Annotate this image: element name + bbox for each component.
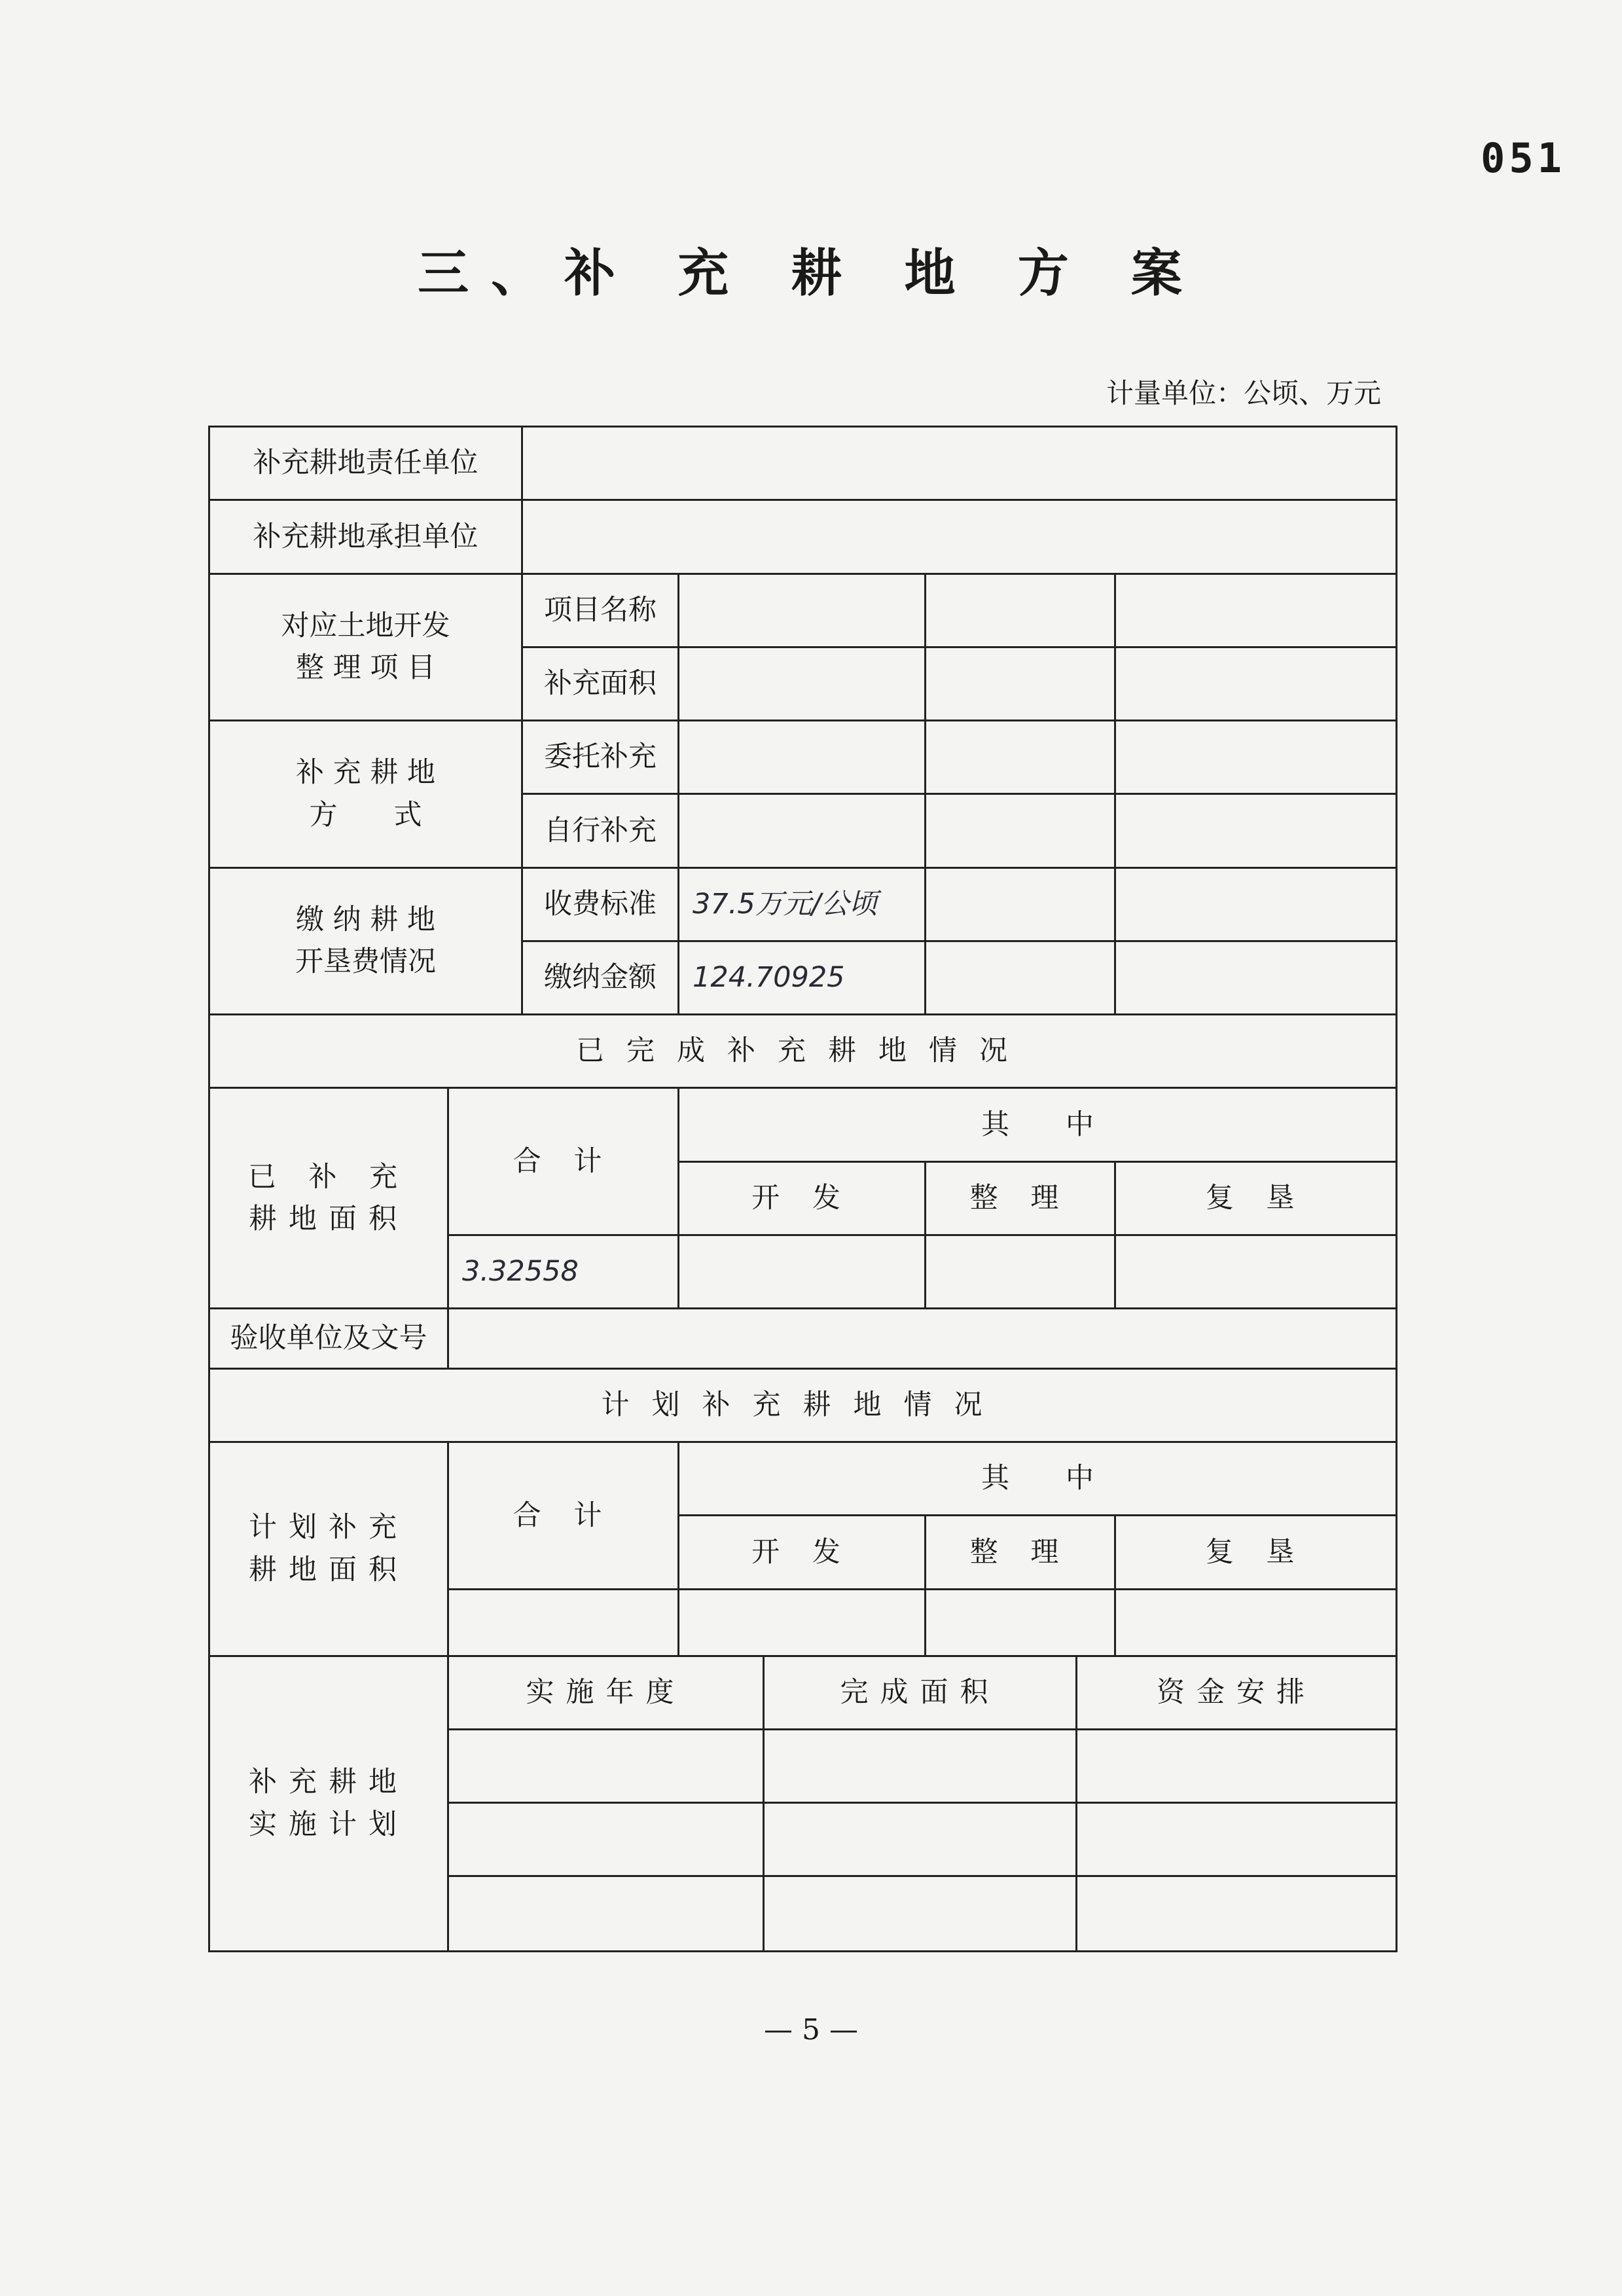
planned-area-label-line2: 耕地面积 (249, 1553, 408, 1586)
project-label-line1: 对应土地开发 (281, 609, 450, 642)
completed-consolidation-label: 整 理 (926, 1161, 1115, 1235)
impl-row3-fund[interactable] (1077, 1876, 1397, 1952)
impl-row3-area[interactable] (764, 1876, 1077, 1952)
page-footer-number: — 5 — (764, 2013, 858, 2047)
impl-year-label: 实施年度 (448, 1656, 764, 1729)
responsible-unit-value[interactable] (522, 427, 1397, 500)
method-label-line1: 补 充 耕 地 (295, 756, 435, 790)
self-supplement-cell-3[interactable] (1115, 794, 1397, 867)
planned-consolidation-label: 整 理 (926, 1516, 1115, 1589)
undertaking-unit-label: 补充耕地承担单位 (209, 500, 522, 574)
impl-row2-fund[interactable] (1077, 1803, 1397, 1876)
completed-of-which-label: 其 中 (679, 1088, 1397, 1161)
impl-plan-label-line1: 补充耕地 (249, 1766, 408, 1799)
planned-consolidation-value[interactable] (926, 1589, 1115, 1656)
project-label-line2: 整 理 项 目 (295, 651, 435, 685)
supplement-area-cell-3[interactable] (1115, 647, 1397, 720)
project-name-cell-3[interactable] (1115, 574, 1397, 647)
planned-area-label (209, 1442, 448, 1656)
supplement-area-cell-2[interactable] (926, 647, 1115, 720)
fee-standard-cell-2[interactable] (926, 867, 1115, 941)
planned-development-value[interactable] (679, 1589, 926, 1656)
self-supplement-cell-1[interactable] (679, 794, 926, 867)
impl-row1-fund[interactable] (1077, 1729, 1397, 1802)
fee-label (209, 867, 522, 1015)
undertaking-unit-value[interactable] (522, 500, 1397, 574)
planned-total-value[interactable] (448, 1589, 679, 1656)
measurement-unit-note: 计量单位：公顷、万元 (1106, 377, 1382, 409)
impl-row2-year[interactable] (448, 1803, 764, 1876)
fee-amount-cell-2[interactable] (926, 941, 1115, 1014)
project-name-cell-1[interactable] (679, 574, 926, 647)
fee-standard-value[interactable]: 37.5万元/公顷 (679, 867, 926, 941)
fee-label-line1: 缴 纳 耕 地 (295, 903, 435, 936)
impl-row3-year[interactable] (448, 1876, 764, 1952)
completed-total-value[interactable]: 3.32558 (448, 1235, 679, 1308)
planned-of-which-label: 其 中 (679, 1442, 1397, 1516)
impl-plan-label (209, 1656, 448, 1951)
fee-standard-label: 收费标准 (522, 867, 679, 941)
acceptance-label: 验收单位及文号 (209, 1309, 448, 1369)
completed-area-label-line2: 耕地面积 (249, 1203, 408, 1236)
project-label (209, 574, 522, 721)
method-label-line2: 方 式 (309, 798, 422, 831)
completed-reclamation-value[interactable] (1115, 1235, 1397, 1308)
supplementary-farmland-form (208, 426, 1397, 1952)
entrusted-cell-1[interactable] (679, 721, 926, 794)
completed-reclamation-label: 复 垦 (1115, 1161, 1397, 1235)
archive-page-number: 051 (1481, 134, 1566, 182)
fee-amount-label: 缴纳金额 (522, 941, 679, 1014)
fee-amount-cell-3[interactable] (1115, 941, 1397, 1014)
fee-standard-cell-3[interactable] (1115, 867, 1397, 941)
completed-consolidation-value[interactable] (926, 1235, 1115, 1308)
planned-reclamation-value[interactable] (1115, 1589, 1397, 1656)
planned-section-header: 计划补充耕地情况 (209, 1368, 1397, 1442)
entrusted-label: 委托补充 (522, 721, 679, 794)
acceptance-value[interactable] (448, 1309, 1397, 1369)
fee-label-line2: 开垦费情况 (295, 945, 436, 979)
completed-area-label-line1: 已 补 充 (247, 1160, 410, 1194)
completed-area-label (209, 1088, 448, 1309)
planned-area-label-line1: 计划补充 (249, 1511, 408, 1544)
method-label (209, 721, 522, 868)
planned-total-label: 合 计 (448, 1442, 679, 1590)
impl-completed-area-label: 完成面积 (764, 1656, 1077, 1729)
entrusted-cell-3[interactable] (1115, 721, 1397, 794)
impl-plan-label-line2: 实施计划 (249, 1808, 408, 1841)
completed-development-value[interactable] (679, 1235, 926, 1308)
self-supplement-cell-2[interactable] (926, 794, 1115, 867)
impl-row2-area[interactable] (764, 1803, 1077, 1876)
impl-row1-year[interactable] (448, 1729, 764, 1802)
impl-row1-area[interactable] (764, 1729, 1077, 1802)
completed-total-label: 合 计 (448, 1088, 679, 1235)
project-name-cell-2[interactable] (926, 574, 1115, 647)
self-supplement-label: 自行补充 (522, 794, 679, 867)
entrusted-cell-2[interactable] (926, 721, 1115, 794)
responsible-unit-label: 补充耕地责任单位 (209, 427, 522, 500)
supplement-area-cell-1[interactable] (679, 647, 926, 720)
page-title: 三、补 充 耕 地 方 案 (418, 244, 1204, 303)
supplement-area-label: 补充面积 (522, 647, 679, 720)
completed-section-header: 已完成补充耕地情况 (209, 1015, 1397, 1088)
project-name-label: 项目名称 (522, 574, 679, 647)
impl-fund-label: 资金安排 (1077, 1656, 1397, 1729)
planned-development-label: 开 发 (679, 1516, 926, 1589)
completed-development-label: 开 发 (679, 1161, 926, 1235)
fee-amount-value[interactable]: 124.70925 (679, 941, 926, 1014)
planned-reclamation-label: 复 垦 (1115, 1516, 1397, 1589)
